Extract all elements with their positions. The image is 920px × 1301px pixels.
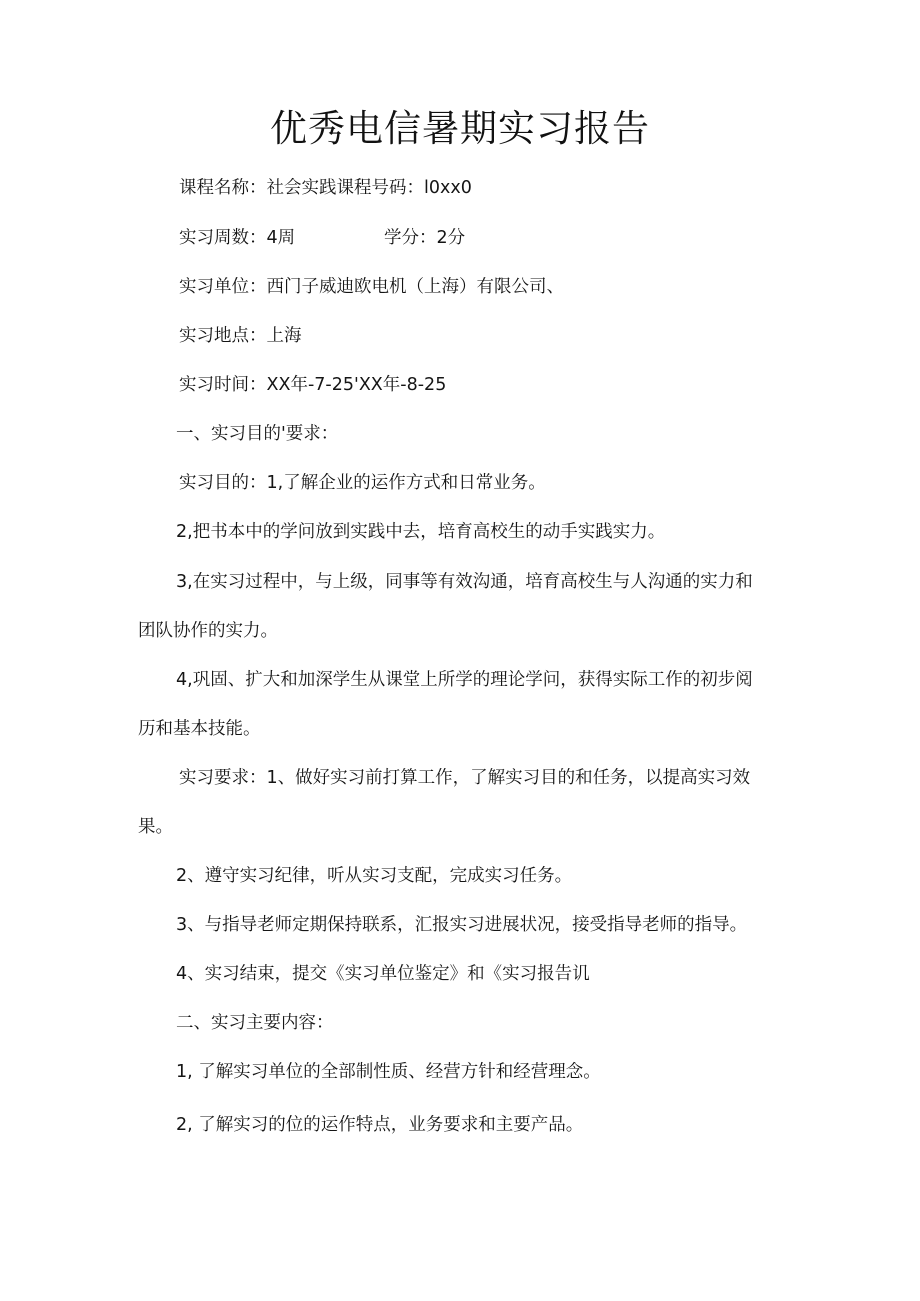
course-info-line: 课程名称：社会实践课程号码：l0xx0 [179, 178, 472, 198]
purpose-item-2: 2,把书本中的学问放到实践中去，培育高校生的动手实践实力。 [176, 522, 666, 542]
content-item-1: 1, 了解实习单位的全部制性质、经营方针和经营理念。 [176, 1062, 601, 1082]
credits: 学分：2分 [384, 228, 466, 248]
purpose-item-3-line-2: 团队协作的实力。 [138, 621, 278, 641]
document-title: 优秀电信暑期实习报告 [270, 107, 650, 150]
internship-unit: 实习单位：西门子威迪欧电机（上海）有限公司、 [179, 277, 564, 297]
internship-weeks: 实习周数：4周 [179, 228, 296, 248]
requirement-item-1-line-2: 果。 [138, 817, 173, 837]
requirement-item-1-line-1: 实习要求：1、做好实习前打算工作，了解实习目的和任务，以提高实习效 [179, 768, 751, 788]
purpose-item-1: 实习目的：1,了解企业的运作方式和日常业务。 [179, 473, 546, 493]
purpose-item-3-line-1: 3,在实习过程中，与上级，同事等有效沟通，培育高校生与人沟通的实力和 [176, 572, 753, 592]
internship-time: 实习时间：XX年-7-25'XX年-8-25 [179, 375, 447, 395]
requirement-item-3: 3、与指导老师定期保持联系，汇报实习进展状况，接受指导老师的指导。 [176, 915, 748, 935]
purpose-item-4-line-2: 历和基本技能。 [138, 719, 261, 739]
requirement-item-4: 4、实习结束，提交《实习单位鉴定》和《实习报告讥 [176, 964, 590, 984]
section-heading-content: 二、实习主要内容： [176, 1013, 334, 1033]
purpose-item-4-line-1: 4,巩固、扩大和加深学生从课堂上所学的理论学问，获得实际工作的初步阅 [176, 670, 753, 690]
internship-location: 实习地点：上海 [179, 326, 302, 346]
requirement-item-2: 2、遵守实习纪律，听从实习支配，完成实习任务。 [176, 866, 573, 886]
content-item-2: 2, 了解实习的位的运作特点，业务要求和主要产品。 [176, 1115, 584, 1135]
section-heading-purpose: 一、实习目的'要求： [176, 424, 339, 444]
